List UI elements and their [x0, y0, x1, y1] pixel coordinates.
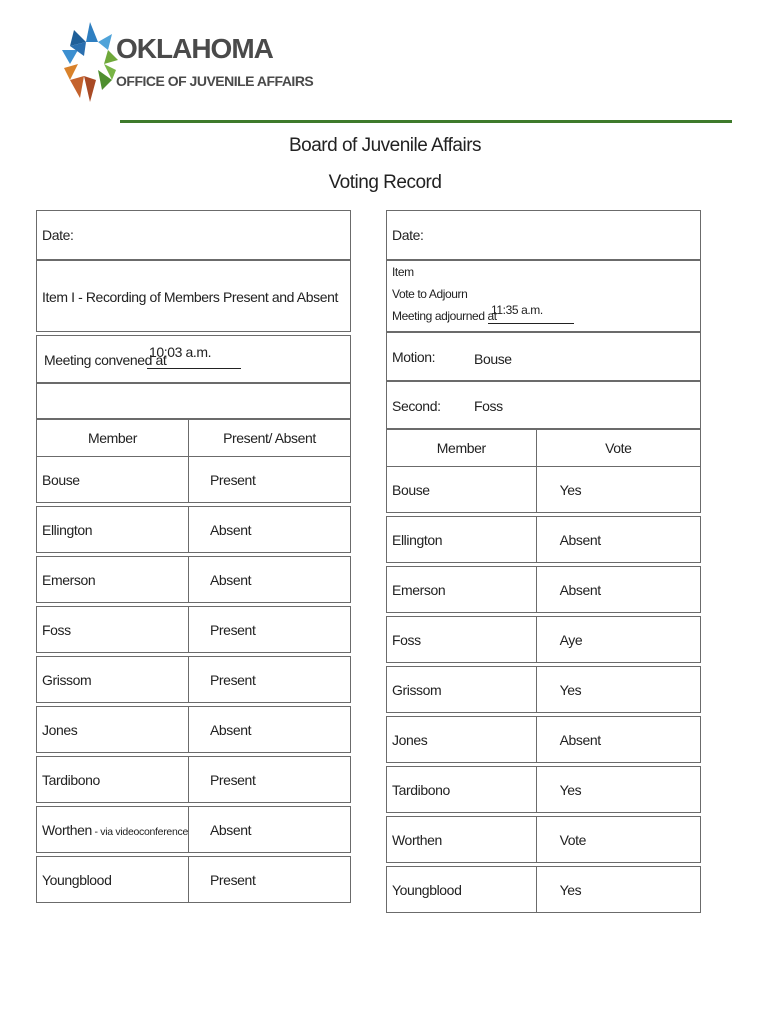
- second-value: Foss: [474, 398, 503, 414]
- attendance-member-cell: [37, 607, 189, 653]
- vote-table: [386, 429, 701, 913]
- adjourned-label: Meeting adjourned at: [392, 309, 497, 323]
- vote-row: [387, 817, 701, 863]
- vote-value-cell: Yes: [536, 767, 700, 813]
- vote-member-cell: Bouse: [387, 467, 537, 513]
- attendance-member-cell: [37, 807, 189, 853]
- vote-row: [387, 667, 701, 713]
- attendance-row: [37, 457, 351, 503]
- second-label: Second:: [392, 398, 441, 414]
- member-name: Jones: [42, 721, 78, 738]
- vote-value-cell: Vote: [536, 817, 700, 863]
- attendance-row: [37, 507, 351, 553]
- vote-row: [387, 517, 701, 563]
- vote-header-member: Member: [387, 430, 537, 467]
- attendance-status-cell: Present: [188, 757, 350, 803]
- left-item-text: Item I - Recording of Members Present and Absent: [42, 289, 338, 305]
- attendance-row: [37, 557, 351, 603]
- vote-value-cell: Absent: [536, 717, 700, 763]
- left-blank-box: [36, 383, 351, 419]
- vote-member-cell: Ellington: [387, 517, 537, 563]
- right-item-box: [386, 260, 701, 332]
- attendance-row: [37, 807, 351, 853]
- org-name: OKLAHOMA: [116, 33, 273, 64]
- attendance-status-cell: Present: [188, 607, 350, 653]
- vote-member-cell: Jones: [387, 717, 537, 763]
- right-date-box: [386, 210, 701, 260]
- vote-row: [387, 767, 701, 813]
- right-date-label: Date:: [392, 227, 424, 243]
- vote-value-cell: Absent: [536, 567, 700, 613]
- member-name: Worthen: [42, 821, 92, 838]
- adjourned-underline: [488, 323, 574, 324]
- document-title: Board of Juvenile Affairs: [288, 135, 482, 156]
- right-item-desc: Vote to Adjourn: [392, 287, 468, 301]
- vote-member-cell: Foss: [387, 617, 537, 663]
- attendance-header-member: Member: [37, 420, 189, 457]
- vote-member-cell: Worthen: [387, 817, 537, 863]
- attendance-table: [36, 419, 351, 903]
- member-name: Grissom: [42, 671, 92, 688]
- attendance-row: [37, 607, 351, 653]
- org-subtitle: OFFICE OF JUVENILE AFFAIRS: [116, 73, 314, 89]
- attendance-member-cell: [37, 657, 189, 703]
- member-note: - via videoconference: [91, 825, 188, 838]
- attendance-member-cell: [37, 457, 189, 503]
- document-subtitle: Voting Record: [328, 172, 442, 193]
- attendance-status-cell: Absent: [188, 557, 350, 603]
- left-item-box: [36, 260, 351, 332]
- vote-row: [387, 567, 701, 613]
- vote-value-cell: Aye: [536, 617, 700, 663]
- member-name: Emerson: [42, 571, 96, 588]
- left-convened-box: [36, 335, 351, 383]
- left-date-label: Date:: [42, 227, 74, 243]
- second-box: [386, 381, 701, 429]
- attendance-header-status: Present/ Absent: [188, 420, 350, 457]
- motion-value: Bouse: [474, 351, 512, 367]
- member-name: Ellington: [42, 521, 93, 538]
- attendance-row: [37, 657, 351, 703]
- member-name: Youngblood: [42, 871, 112, 888]
- attendance-row: [37, 757, 351, 803]
- oklahoma-star-logo-icon: [60, 20, 120, 105]
- attendance-member-cell: [37, 707, 189, 753]
- vote-member-cell: Tardibono: [387, 767, 537, 813]
- motion-label: Motion:: [392, 349, 436, 365]
- attendance-status-cell: Absent: [188, 807, 350, 853]
- attendance-member-cell: [37, 557, 189, 603]
- vote-member-cell: Youngblood: [387, 867, 537, 913]
- vote-value-cell: Yes: [536, 667, 700, 713]
- header-divider: [120, 120, 732, 123]
- attendance-status-cell: Present: [188, 857, 350, 903]
- right-item-label: Item: [392, 265, 414, 279]
- attendance-member-cell: [37, 507, 189, 553]
- convened-label: Meeting convened at: [44, 352, 167, 368]
- member-name: Bouse: [42, 471, 80, 488]
- attendance-member-cell: [37, 857, 189, 903]
- convened-time: 10:03 a.m.: [149, 344, 212, 360]
- attendance-member-cell: [37, 757, 189, 803]
- vote-value-cell: Yes: [536, 467, 700, 513]
- vote-header-vote: Vote: [536, 430, 700, 467]
- adjourned-time: 11:35 a.m.: [491, 303, 543, 317]
- member-name: Foss: [42, 621, 71, 638]
- attendance-status-cell: Absent: [188, 707, 350, 753]
- vote-row: [387, 467, 701, 513]
- convened-underline: [147, 368, 241, 369]
- left-date-box: [36, 210, 351, 260]
- motion-box: [386, 332, 701, 381]
- vote-member-cell: Emerson: [387, 567, 537, 613]
- vote-row: [387, 867, 701, 913]
- vote-row: [387, 717, 701, 763]
- attendance-status-cell: Present: [188, 657, 350, 703]
- vote-row: [387, 617, 701, 663]
- vote-value-cell: Absent: [536, 517, 700, 563]
- attendance-row: [37, 857, 351, 903]
- attendance-status-cell: Absent: [188, 507, 350, 553]
- vote-member-cell: Grissom: [387, 667, 537, 713]
- attendance-status-cell: Present: [188, 457, 350, 503]
- vote-value-cell: Yes: [536, 867, 700, 913]
- attendance-row: [37, 707, 351, 753]
- member-name: Tardibono: [42, 771, 100, 788]
